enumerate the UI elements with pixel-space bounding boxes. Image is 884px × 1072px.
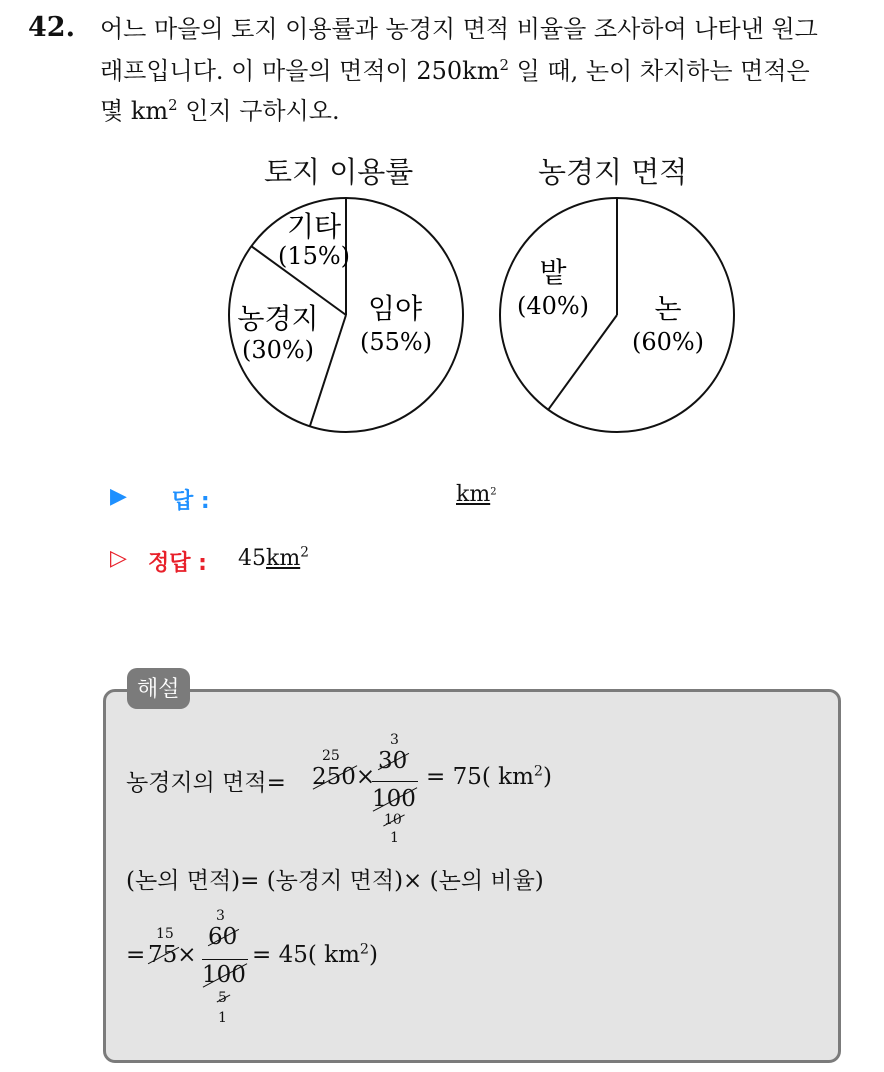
solution-line2: (논의 면적)= (농경지 면적)× (논의 비율) bbox=[126, 868, 544, 894]
answer-label: 답 : bbox=[172, 489, 210, 514]
pie-slice-value-label: (30%) bbox=[241, 336, 315, 364]
pie-slice-label: 임야 bbox=[367, 292, 423, 325]
solution-line3-whole-reduced: 15 bbox=[156, 926, 174, 942]
pie-slice-value-label: (15%) bbox=[277, 242, 351, 270]
correct-marker: ▷ bbox=[110, 546, 127, 571]
land-use-pie bbox=[229, 198, 463, 432]
solution-line1-den-reduced-a: 10 bbox=[384, 812, 402, 828]
solution-line1-den-reduced-b: 1 bbox=[390, 830, 399, 846]
farmland-chart-title: 농경지 면적 bbox=[538, 155, 688, 189]
solution-line3-num: 60 bbox=[208, 924, 238, 950]
correct-answer-value: $45km^2$ bbox=[238, 544, 309, 571]
pie-charts bbox=[0, 0, 884, 460]
pie-slice-label: 농경지 bbox=[237, 302, 319, 335]
solution-line3-prefix: = bbox=[126, 942, 146, 968]
pie-slice-label: 논 bbox=[654, 292, 682, 325]
pie-slice-label: 밭 bbox=[539, 256, 567, 289]
pie-slice-label: 기타 bbox=[286, 210, 342, 243]
pie-slice-value-label: (60%) bbox=[631, 328, 705, 356]
pie-slice-value-label: (55%) bbox=[360, 328, 433, 356]
pie-slice-value-label: (40%) bbox=[516, 292, 590, 320]
land-use-chart-title: 토지 이용률 bbox=[264, 155, 414, 189]
solution-line1-whole-reduced: 25 bbox=[322, 748, 340, 764]
solution-line3-whole: 75× bbox=[148, 942, 197, 968]
solution-line3-result: = 45( $km^2$) bbox=[252, 941, 378, 968]
solution-line3-den-reduced-b: 1 bbox=[218, 1010, 227, 1026]
question-number: 42. bbox=[28, 12, 75, 43]
correct-label: 정답 : bbox=[148, 551, 207, 576]
question-text-line2: 래프입니다. 이 마을의 면적이 $250km^2$ 일 때, 논이 차지하는 면적은 bbox=[100, 56, 810, 85]
solution-tab: 해설 bbox=[127, 668, 190, 709]
solution-line1-fraction-bar bbox=[372, 781, 418, 782]
solution-line1-num-reduced: 3 bbox=[390, 732, 399, 748]
solution-line1-whole: 250× bbox=[312, 764, 376, 790]
answer-unit: $km^2$ bbox=[456, 482, 497, 507]
solution-line3-fraction-bar bbox=[202, 959, 248, 960]
solution-line1-num: 30 bbox=[378, 748, 408, 774]
question-text-line3: 몇 $km^2$ 인지 구하시오. bbox=[100, 96, 340, 125]
solution-line1-label: 농경지의 면적= bbox=[126, 770, 286, 796]
farmland-pie bbox=[500, 198, 734, 432]
answer-marker: ▶ bbox=[110, 484, 127, 509]
solution-line1-result: = 75( $km^2$) bbox=[426, 763, 552, 790]
solution-line1-den: 100 bbox=[372, 786, 416, 812]
solution-line3-den-reduced-a: 5 bbox=[218, 990, 227, 1006]
solution-line3-num-reduced: 3 bbox=[216, 908, 225, 924]
solution-line3-den: 100 bbox=[202, 962, 246, 988]
question-text-line1: 어느 마을의 토지 이용률과 농경지 면적 비율을 조사하여 나타낸 원그 bbox=[100, 15, 818, 43]
